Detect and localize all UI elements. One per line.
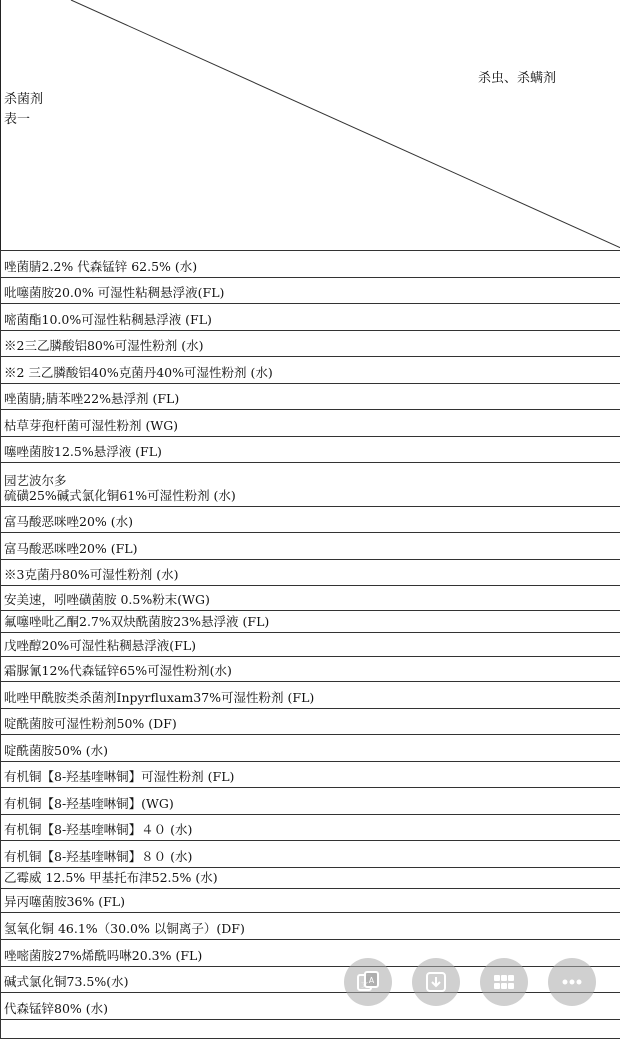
table-row	[0, 1019, 620, 1039]
row-text: 园艺波尔多	[4, 473, 67, 488]
row-text: 有机铜【8-羟基喹啉铜】４０ (水)	[4, 822, 193, 837]
table-row	[0, 436, 620, 462]
row-text: 乙霉威 12.5% 甲基托布津52.5% (水)	[4, 870, 218, 885]
row-text: 枯草芽孢杆菌可湿性粉剂 (WG)	[4, 418, 179, 433]
row-text: 唑嘧菌胺27%烯酰吗啉20.3% (FL)	[4, 948, 203, 963]
table-row	[0, 330, 620, 356]
table-row	[0, 840, 620, 867]
diagonal-divider	[1, 0, 620, 250]
svg-text:A: A	[368, 976, 375, 985]
table-row	[0, 559, 620, 585]
svg-text:文: 文	[361, 981, 368, 989]
table-row	[0, 250, 620, 277]
table-row	[0, 409, 620, 436]
more-icon	[559, 969, 585, 995]
table-row	[0, 462, 620, 506]
table-corner-header	[0, 0, 620, 250]
row-text: 有机铜【8-羟基喹啉铜】可湿性粉剂 (FL)	[4, 769, 235, 784]
column-header-insecticide: 杀虫、杀螨剂	[478, 71, 557, 86]
row-text: 异丙噻菌胺36% (FL)	[4, 894, 125, 909]
table-row	[0, 532, 620, 559]
table-row	[0, 356, 620, 383]
download-button[interactable]	[412, 958, 460, 1006]
row-text: 代森锰锌80% (水)	[4, 1001, 109, 1016]
row-header-fungicide: 杀菌剂	[4, 92, 44, 107]
row-text: 氟噻唑吡乙酮2.7%双炔酰菌胺23%悬浮液 (FL)	[4, 614, 270, 629]
row-text: 嘧菌酯10.0%可湿性粘稠悬浮液 (FL)	[4, 312, 212, 327]
table-row	[0, 681, 620, 708]
translate-icon	[355, 969, 381, 995]
row-text: 硫磺25%碱式氯化铜61%可湿性粉剂 (水)	[4, 488, 236, 503]
row-text: ※3克菌丹80%可湿性粉剂 (水)	[4, 567, 179, 582]
download-icon	[423, 969, 449, 995]
table-row	[0, 610, 620, 632]
row-text: 吡噻菌胺20.0% 可湿性粘稠悬浮液(FL)	[4, 285, 225, 300]
table-row	[0, 888, 620, 912]
table-row	[0, 656, 620, 681]
fungicide-list	[0, 250, 620, 1039]
row-text: ※2三乙膦酸铝80%可湿性粉剂 (水)	[4, 338, 204, 353]
row-text: 碱式氯化铜73.5%(水)	[4, 974, 129, 989]
row-text: 安美速，吲唑磺菌胺 0.5%粉末(WG)	[4, 592, 210, 607]
table-row	[0, 585, 620, 610]
row-text: 啶酰菌胺50% (水)	[4, 743, 109, 758]
row-text: 唑菌腈2.2% 代森锰锌 62.5% (水)	[4, 259, 198, 274]
row-text: 富马酸恶咪唑20% (FL)	[4, 541, 138, 556]
table-row	[0, 277, 620, 303]
table-row	[0, 787, 620, 814]
table-row	[0, 912, 620, 939]
row-text: 富马酸恶咪唑20% (水)	[4, 514, 134, 529]
table-row	[0, 708, 620, 734]
grid-button[interactable]	[480, 958, 528, 1006]
grid-icon	[491, 969, 517, 995]
table-row	[0, 867, 620, 888]
row-text: 霜脲氰12%代森锰锌65%可湿性粉剂(水)	[4, 663, 232, 678]
table-row	[0, 734, 620, 761]
row-text: 氢氧化铜 46.1%（30.0% 以铜离子）(DF)	[4, 921, 245, 936]
table-number-label: 表一	[4, 112, 31, 127]
table-row	[0, 761, 620, 787]
row-text: 有机铜【8-羟基喹啉铜】(WG)	[4, 796, 174, 811]
row-text: 有机铜【8-羟基喹啉铜】８０ (水)	[4, 849, 193, 864]
row-text: 戊唑醇20%可湿性粘稠悬浮液(FL)	[4, 638, 197, 653]
row-text: ※2 三乙膦酸铝40%克菌丹40%可湿性粉剂 (水)	[4, 365, 273, 380]
row-text: 唑菌腈;腈苯唑22%悬浮剂 (FL)	[4, 391, 180, 406]
row-text: 啶酰菌胺可湿性粉剂50% (DF)	[4, 716, 177, 731]
more-button[interactable]	[548, 958, 596, 1006]
floating-toolbar	[344, 958, 596, 1006]
row-text: 噻唑菌胺12.5%悬浮液 (FL)	[4, 444, 162, 459]
table-row	[0, 632, 620, 656]
row-text: 吡唑甲酰胺类杀菌剂Inpyrfluxam37%可湿性粉剂 (FL)	[4, 690, 315, 705]
table-row	[0, 303, 620, 330]
translate-button[interactable]	[344, 958, 392, 1006]
table-row	[0, 814, 620, 840]
table-row	[0, 383, 620, 409]
table-row	[0, 506, 620, 532]
